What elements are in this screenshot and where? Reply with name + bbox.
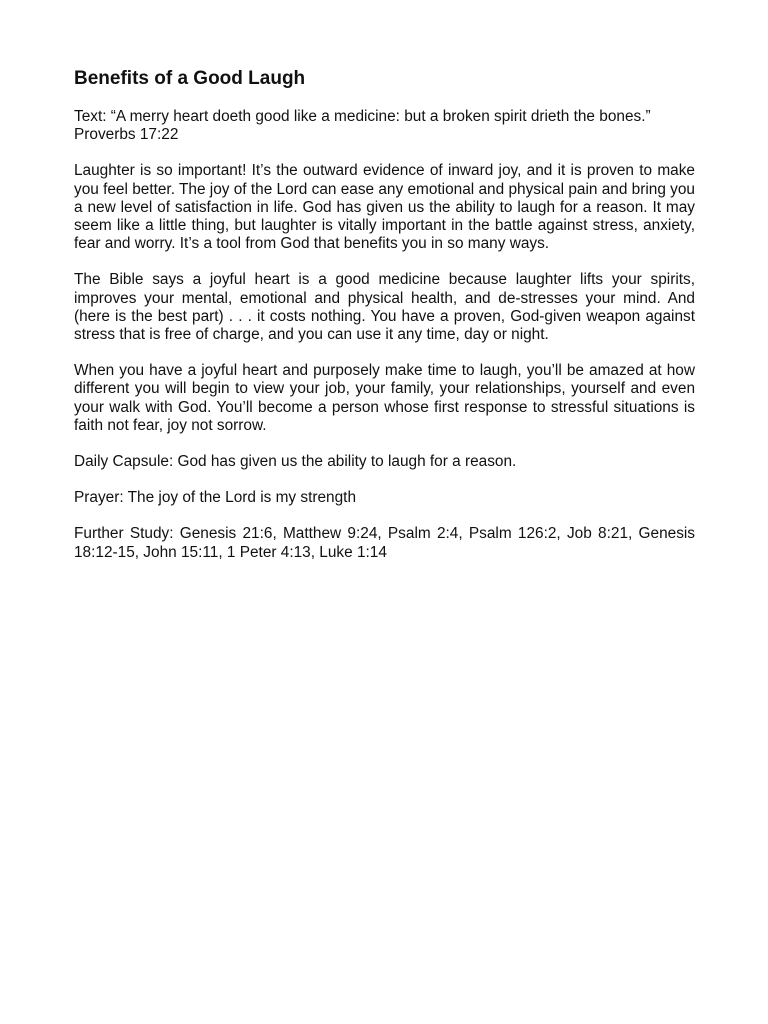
scripture-reference: Proverbs 17:22	[74, 126, 179, 144]
prayer: Prayer: The joy of the Lord is my strength	[74, 489, 357, 507]
body-paragraph: The Bible says a joyful heart is a good medicine because laughter lifts your spirits, improves your mental, emotional and physical health, and de-stresses your mind. And (here is the best part) . . . it costs nothing. You have a proven, God-given weapon against stress that is free of charge, and you can use it any time, day or night.	[74, 271, 695, 344]
body-paragraph: Laughter is so important! It’s the outward evidence of inward joy, and it is proven to make you feel better. The joy of the Lord can ease any emotional and physical pain and bring you a new level of satisfaction in life. God has given us the ability to laugh for a reason. It may seem like a little thing, but laughter is vitally important in the battle against stress, anxiety, fear and worry. It’s a tool from God that benefits you in so many ways.	[74, 162, 695, 253]
body-paragraph: When you have a joyful heart and purposely make time to laugh, you’ll be amazed at how different you will begin to view your job, your family, your relationships, yourself and even your walk with God. You’ll become a person whose first response to stressful situations is faith not fear, joy not sorrow.	[74, 362, 695, 434]
scripture-text: Text: “A merry heart doeth good like a medicine: but a broken spirit drieth the bones.”	[74, 108, 651, 125]
document-page	[74, 66, 695, 580]
document-title: Benefits of a Good Laugh	[74, 68, 306, 89]
scripture-block	[74, 108, 695, 144]
further-study: Further Study: Genesis 21:6, Matthew 9:24, Psalm 2:4, Psalm 126:2, Job 8:21, Genesis 18:12-15, John 15:11, 1 Peter 4:13, Luke 1:14	[74, 525, 695, 561]
daily-capsule: Daily Capsule: God has given us the ability to laugh for a reason.	[74, 453, 517, 471]
